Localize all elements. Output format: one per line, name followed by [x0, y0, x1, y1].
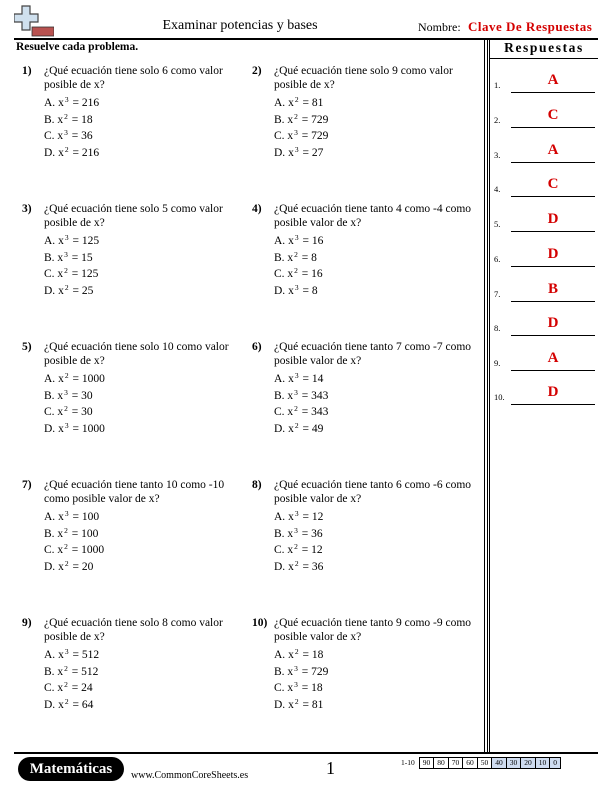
choice-letter: D.	[44, 422, 56, 435]
choice-value: 512	[81, 665, 99, 678]
choice-option: C. $x^3 = 729$	[274, 128, 329, 142]
choice-letter: B.	[274, 251, 285, 264]
answer-column-divider	[487, 38, 488, 752]
choice-letter: B.	[44, 251, 55, 264]
choice-value: 8	[311, 251, 317, 264]
answer-letter: D	[547, 315, 559, 331]
choice-list	[274, 95, 328, 161]
choice-value: 30	[81, 406, 93, 418]
page-number: 1	[326, 758, 335, 778]
choice-letter: D.	[274, 284, 286, 297]
answer-row	[494, 211, 598, 233]
question-text: ¿Qué ecuación tiene solo 5 como valor posible de x?	[44, 203, 223, 229]
answers-title-underline	[490, 58, 598, 59]
choice-option: A. $x^3 = 125$	[44, 233, 100, 247]
answer-row	[494, 107, 598, 129]
choice-option: B. $x^3 = 30$	[44, 387, 93, 402]
choice-option: C. $x^2 = 343$	[274, 404, 329, 418]
exponent: 2	[64, 680, 68, 689]
choice-letter: A.	[44, 235, 56, 247]
exponent: 3	[64, 249, 68, 259]
score-cell: 80	[434, 758, 449, 769]
answer-row	[494, 384, 598, 406]
choice-letter: B.	[44, 389, 55, 402]
exponent: 3	[64, 647, 69, 656]
exponent: 2	[294, 95, 299, 104]
choice-value: 343	[311, 389, 329, 402]
question-number: 6)	[252, 341, 262, 353]
score-cell: 20	[521, 758, 536, 769]
exponent: 3	[64, 387, 68, 397]
question-number: 3)	[22, 203, 32, 215]
exponent: 3	[294, 282, 299, 292]
choice-value: 729	[311, 665, 329, 678]
choice-letter: A.	[44, 373, 56, 385]
choice-letter: C.	[44, 682, 55, 694]
choice-option: C. $x^3 = 18$	[274, 680, 323, 694]
choice-letter: C.	[274, 268, 285, 280]
question-number: 4)	[252, 203, 262, 215]
choice-value: 18	[81, 113, 93, 126]
choice-option: A. $x^3 = 12$	[274, 509, 324, 523]
choice-option: C. $x^2 = 24$	[44, 680, 93, 694]
choice-value: 100	[81, 511, 100, 523]
choice-option: D. $x^3 = 1000$	[44, 420, 105, 435]
choice-letter: A.	[44, 511, 56, 523]
choice-option: A. $x^3 = 16$	[274, 233, 324, 247]
choice-option: D. $x^2 = 81$	[274, 696, 324, 711]
choice-option: A. $x^2 = 81$	[274, 95, 324, 109]
choice-letter: A.	[274, 235, 286, 247]
answer-row	[494, 176, 598, 198]
choice-letter: D.	[274, 422, 286, 435]
choice-option: C. $x^2 = 1000$	[44, 542, 105, 556]
exponent: 3	[294, 233, 299, 242]
answer-row	[494, 72, 598, 94]
exponent: 2	[64, 282, 69, 292]
answer-line	[511, 301, 595, 302]
choice-letter: B.	[274, 665, 285, 678]
answer-column-divider	[484, 38, 485, 752]
choice-option: B. $x^2 = 8$	[274, 249, 317, 264]
answer-letter: A	[547, 142, 559, 158]
score-cell: 50	[477, 758, 492, 769]
choice-letter: C.	[44, 130, 55, 142]
name-value: Clave De Respuestas	[468, 19, 593, 34]
page-title: Examinar potencias y bases	[162, 18, 318, 33]
answer-row	[494, 246, 598, 268]
choice-letter: C.	[274, 406, 285, 418]
choice-letter: D.	[274, 698, 286, 711]
answer-number: 9.	[494, 358, 501, 368]
choice-letter: C.	[44, 268, 55, 280]
answer-line	[511, 370, 595, 371]
choice-value: 30	[81, 389, 93, 402]
choice-list	[274, 233, 323, 299]
choice-value: 512	[81, 649, 100, 661]
choice-value: 20	[81, 560, 94, 573]
choice-letter: B.	[274, 389, 285, 402]
score-cell: 0	[550, 758, 561, 769]
choice-option: D. $x^2 = 64$	[44, 696, 94, 711]
choice-letter: C.	[274, 544, 285, 556]
answer-column-divider	[489, 38, 490, 752]
choice-option: D. $x^2 = 20$	[44, 558, 94, 573]
choice-value: 27	[311, 146, 324, 159]
answer-letter: D	[547, 211, 559, 227]
exponent: 2	[294, 696, 299, 706]
question-text: ¿Qué ecuación tiene solo 8 como valor posible de x?	[44, 617, 223, 643]
choice-letter: B.	[44, 665, 55, 678]
exponent: 3	[64, 95, 69, 104]
answer-number: 6.	[494, 254, 501, 264]
exponent: 2	[64, 371, 69, 380]
score-cell: 40	[492, 758, 507, 769]
exponent: 2	[294, 647, 299, 656]
choice-value: 125	[81, 268, 99, 280]
choice-option: B. $x^2 = 100$	[44, 525, 99, 540]
choice-letter: C.	[274, 682, 285, 694]
choice-value: 18	[311, 649, 324, 661]
question-text: ¿Qué ecuación tiene tanto 10 como -10 como posible valor de x?	[44, 479, 225, 505]
choice-letter: D.	[44, 284, 56, 297]
choice-option: B. $x^2 = 729$	[274, 111, 329, 126]
choice-value: 14	[311, 373, 324, 385]
choice-value: 216	[81, 97, 100, 109]
choice-value: 12	[311, 544, 323, 556]
choice-letter: C.	[44, 544, 55, 556]
choice-list	[44, 647, 99, 713]
exponent: 2	[64, 696, 69, 706]
choice-value: 81	[311, 97, 324, 109]
name-label: Nombre:	[418, 20, 461, 34]
choice-option: D. $x^2 = 216$	[44, 144, 100, 159]
choice-value: 1000	[81, 422, 105, 435]
choice-value: 729	[311, 130, 329, 142]
exponent: 3	[64, 233, 69, 242]
footer-rule	[14, 752, 598, 754]
question-text: ¿Qué ecuación tiene tanto 9 como -9 como posible valor de x?	[274, 617, 472, 643]
question-text: ¿Qué ecuación tiene solo 10 como valor posible de x?	[44, 341, 229, 367]
exponent: 2	[64, 525, 68, 535]
choice-value: 24	[81, 682, 93, 694]
choice-option: D. $x^2 = 25$	[44, 282, 94, 297]
answer-number: 10.	[494, 392, 505, 402]
exponent: 2	[64, 542, 68, 551]
choice-option: B. $x^2 = 18$	[44, 111, 93, 126]
choice-option: B. $x^3 = 729$	[274, 663, 329, 678]
choice-option: B. $x^3 = 343$	[274, 387, 329, 402]
answer-number: 7.	[494, 289, 501, 299]
choice-value: 16	[311, 268, 323, 280]
question-number: 2)	[252, 65, 262, 77]
choice-value: 64	[81, 698, 94, 711]
choice-letter: B.	[44, 113, 55, 126]
choice-value: 36	[81, 130, 93, 142]
choice-value: 729	[311, 113, 329, 126]
choice-option: B. $x^2 = 512$	[44, 663, 99, 678]
choice-letter: D.	[44, 146, 56, 159]
answer-line	[511, 231, 595, 232]
choice-option: A. $x^3 = 512$	[44, 647, 100, 661]
choice-letter: B.	[274, 113, 285, 126]
answer-number: 4.	[494, 184, 501, 194]
exponent: 2	[64, 144, 69, 154]
question-number: 7)	[22, 479, 32, 491]
score-cell: 10	[535, 758, 550, 769]
choice-value: 8	[311, 284, 318, 297]
answer-row	[494, 142, 598, 164]
answer-letter: D	[547, 384, 559, 400]
choice-option: B. $x^3 = 15$	[44, 249, 93, 264]
exponent: 2	[294, 266, 298, 275]
choice-option: A. $x^2 = 1000$	[44, 371, 105, 385]
choice-letter: A.	[44, 649, 56, 661]
answer-letter: C	[547, 107, 559, 123]
score-range-label: 1-10	[401, 758, 415, 767]
choice-value: 36	[311, 560, 324, 573]
exponent: 3	[294, 509, 299, 518]
answer-line	[511, 162, 595, 163]
choice-option: D. $x^2 = 49$	[274, 420, 324, 435]
answer-number: 3.	[494, 150, 501, 160]
answer-line	[511, 335, 595, 336]
question-text: ¿Qué ecuación tiene solo 6 como valor posible de x?	[44, 65, 223, 91]
choice-option: B. $x^3 = 36$	[274, 525, 323, 540]
choice-option: A. $x^3 = 216$	[44, 95, 100, 109]
choice-list	[274, 509, 323, 575]
choice-value: 16	[311, 235, 324, 247]
choice-letter: A.	[274, 511, 286, 523]
choice-value: 15	[81, 251, 93, 264]
question-number: 1)	[22, 65, 32, 77]
exponent: 2	[294, 404, 298, 413]
exponent: 3	[294, 128, 298, 137]
choice-letter: D.	[274, 560, 286, 573]
exponent: 2	[64, 111, 68, 121]
answers-title: Respuestas	[504, 40, 584, 55]
exponent: 2	[294, 420, 299, 430]
question-number: 5)	[22, 341, 32, 353]
choice-letter: C.	[274, 130, 285, 142]
score-cell: 30	[506, 758, 521, 769]
exponent: 2	[64, 558, 69, 568]
answer-line	[511, 196, 595, 197]
answer-letter: B	[547, 281, 558, 297]
answer-letter: D	[547, 246, 559, 262]
question-number: 10)	[252, 617, 268, 629]
choice-letter: D.	[44, 698, 56, 711]
choice-letter: A.	[274, 373, 286, 385]
instructions: Resuelve cada problema.	[16, 41, 139, 53]
choice-value: 125	[81, 235, 100, 247]
exponent: 2	[64, 663, 68, 673]
exponent: 2	[64, 404, 68, 413]
score-cell: 90	[419, 758, 434, 769]
choice-option: C. $x^2 = 125$	[44, 266, 99, 280]
score-table	[398, 757, 561, 769]
question-text: ¿Qué ecuación tiene tanto 4 como -4 como posible valor de x?	[274, 203, 472, 229]
choice-option: D. $x^2 = 36$	[274, 558, 324, 573]
answer-line	[511, 127, 595, 128]
exponent: 3	[294, 680, 298, 689]
choice-letter: C.	[44, 406, 55, 418]
choice-letter: A.	[44, 97, 56, 109]
exponent: 3	[294, 525, 298, 535]
choice-value: 49	[311, 422, 324, 435]
question-number: 9)	[22, 617, 32, 629]
answer-number: 1.	[494, 80, 501, 90]
choice-list	[44, 371, 105, 437]
choice-list	[44, 233, 99, 299]
answer-line	[511, 266, 595, 267]
answer-letter: A	[547, 350, 559, 366]
choice-option: C. $x^3 = 36$	[44, 128, 93, 142]
answer-row	[494, 281, 598, 303]
answer-number: 5.	[494, 219, 501, 229]
question-text: ¿Qué ecuación tiene tanto 6 como -6 como posible valor de x?	[274, 479, 472, 505]
choice-list	[274, 647, 328, 713]
exponent: 2	[294, 558, 299, 568]
question-text: ¿Qué ecuación tiene solo 9 como valor posible de x?	[274, 65, 453, 91]
answer-number: 8.	[494, 323, 501, 333]
choice-list	[44, 95, 99, 161]
exponent: 3	[294, 387, 298, 397]
choice-list	[44, 509, 104, 575]
choice-value: 216	[81, 146, 100, 159]
answer-line	[511, 404, 595, 405]
question-text: ¿Qué ecuación tiene tanto 7 como -7 como posible valor de x?	[274, 341, 472, 367]
choice-option: A. $x^3 = 100$	[44, 509, 100, 523]
exponent: 2	[64, 266, 68, 275]
exponent: 3	[294, 663, 298, 673]
exponent: 3	[64, 420, 69, 430]
answer-letter: A	[547, 72, 559, 88]
choice-letter: B.	[44, 527, 55, 540]
score-cell: 60	[463, 758, 478, 769]
choice-value: 25	[81, 284, 94, 297]
subject-badge: Matemáticas	[18, 757, 124, 781]
exponent: 2	[294, 249, 298, 259]
exponent: 3	[294, 144, 299, 154]
answer-row	[494, 350, 598, 372]
answer-number: 2.	[494, 115, 501, 125]
question-number: 8)	[252, 479, 262, 491]
site-url: www.CommonCoreSheets.es	[131, 770, 249, 781]
choice-option: C. $x^2 = 30$	[44, 404, 93, 418]
score-cell: 70	[448, 758, 463, 769]
choice-option: C. $x^2 = 12$	[274, 542, 323, 556]
choice-option: A. $x^3 = 14$	[274, 371, 324, 385]
choice-option: D. $x^3 = 8$	[274, 282, 318, 297]
choice-value: 18	[311, 682, 323, 694]
choice-value: 100	[81, 527, 99, 540]
choice-list	[274, 371, 328, 437]
choice-option: C. $x^2 = 16$	[274, 266, 323, 280]
exponent: 2	[294, 111, 298, 121]
choice-letter: D.	[44, 560, 56, 573]
choice-letter: A.	[274, 649, 286, 661]
answer-line	[511, 92, 595, 93]
choice-letter: A.	[274, 97, 286, 109]
choice-value: 1000	[81, 373, 105, 385]
choice-letter: D.	[274, 146, 286, 159]
exponent: 3	[64, 509, 69, 518]
choice-value: 1000	[81, 544, 105, 556]
choice-value: 12	[311, 511, 324, 523]
exponent: 3	[294, 371, 299, 380]
exponent: 2	[294, 542, 298, 551]
answer-row	[494, 315, 598, 337]
exponent: 3	[64, 128, 68, 137]
choice-option: D. $x^3 = 27$	[274, 144, 324, 159]
answer-letter: C	[547, 176, 559, 192]
choice-value: 343	[311, 406, 329, 418]
choice-option: A. $x^2 = 18$	[274, 647, 324, 661]
choice-value: 36	[311, 527, 323, 540]
choice-letter: B.	[274, 527, 285, 540]
choice-value: 81	[311, 698, 324, 711]
